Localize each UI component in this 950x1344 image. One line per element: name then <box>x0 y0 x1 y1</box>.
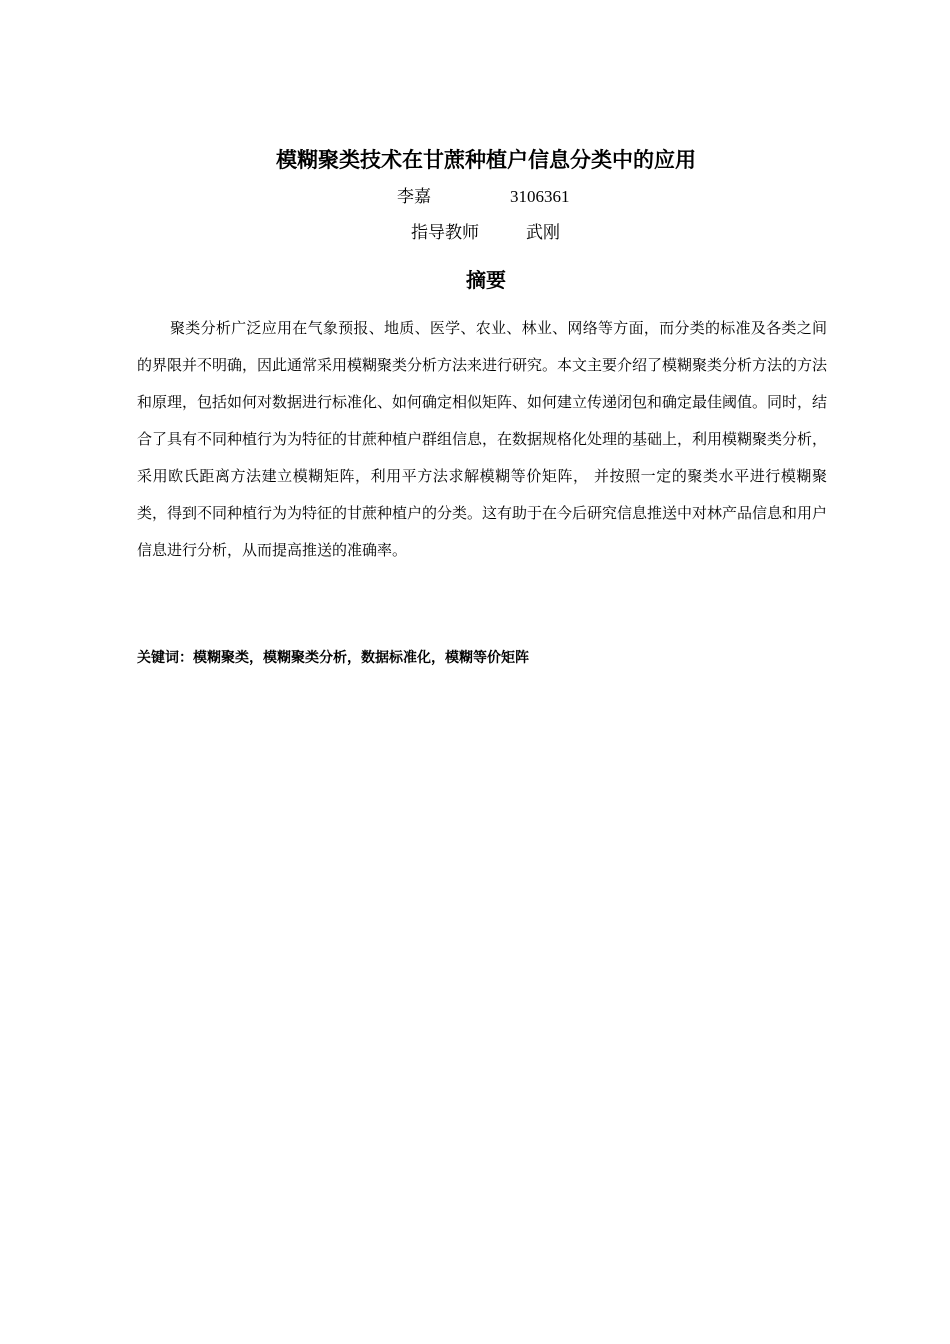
advisor-label: 指导教师 <box>411 223 479 243</box>
paper-title: 模糊聚类技术在甘蔗种植户信息分类中的应用 <box>276 148 696 172</box>
advisor-name: 武刚 <box>526 223 560 243</box>
student-id: 3106361 <box>510 187 570 206</box>
keywords-text: 模糊聚类，模糊聚类分析，数据标准化，模糊等价矩阵 <box>193 650 529 666</box>
advisor-line <box>0 220 950 246</box>
keywords-line <box>137 646 827 670</box>
abstract-body: 聚类分析广泛应用在气象预报、地质、医学、农业、林业、网络等方面，而分类的标准及各类之间的界限并不明确，因此通常采用模糊聚类分析方法来进行研究。本文主要介绍了模糊聚类分析方法的方法和原理，包括如何对数据进行标准化、如何确定相似矩阵、如何建立传递闭包和确定最佳阈值。同时，结合了具有不同种植行为为特征的甘蔗种植户群组信息，在数据规格化处理的基础上，利用模糊聚类分析，采用欧氏距离方法建立模糊矩阵，利用平方法求解模糊等价矩阵， 并按照一定的聚类水平进行模糊聚类，得到不同种植行为为特征的甘蔗种植户的分类。这有助于在今后研究信息推送中对林产品信息和用户信息进行分析，从而提高推送的准确率。 <box>137 319 828 559</box>
author-line <box>0 184 950 210</box>
keywords-label: 关键词： <box>137 650 193 666</box>
abstract-heading: 摘要 <box>466 268 506 292</box>
author-name: 李嘉 <box>397 187 431 207</box>
